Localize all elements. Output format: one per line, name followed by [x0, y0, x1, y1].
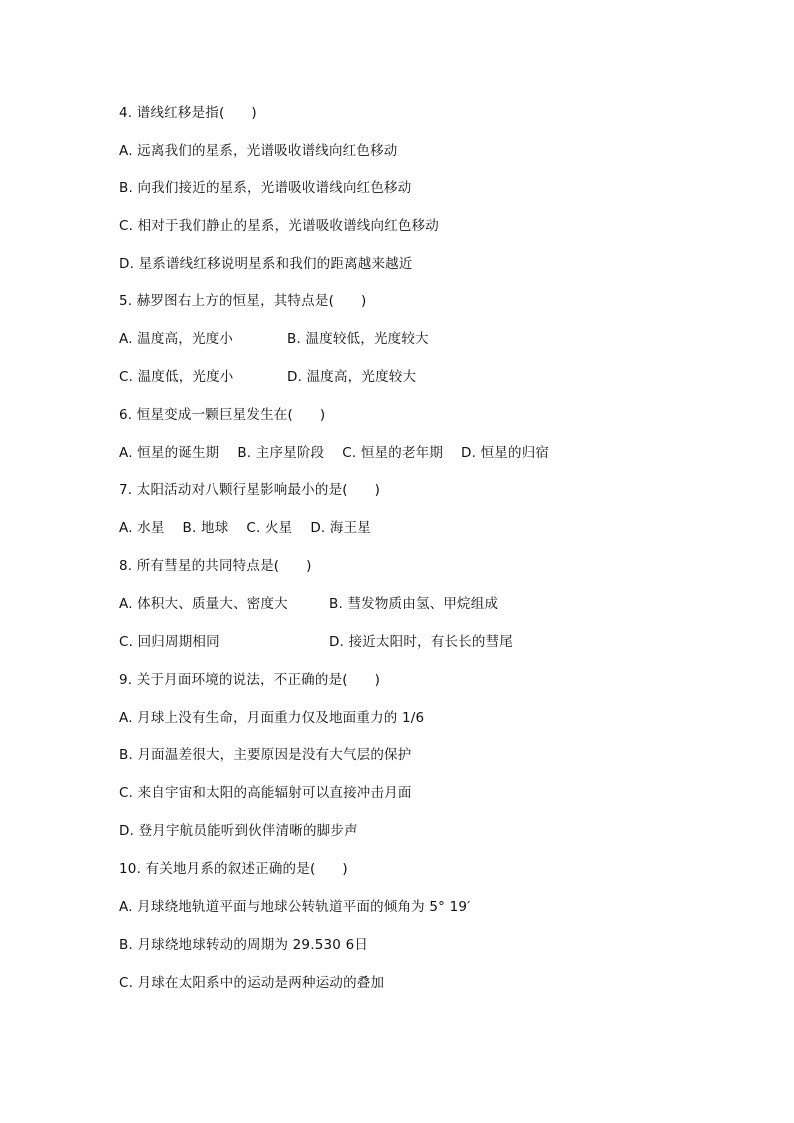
question-4-option-c: C. 相对于我们静止的星系，光谱吸收谱线向红色移动: [119, 218, 440, 234]
question-5-option-a: A. 温度高，光度小: [119, 331, 234, 347]
question-10-option-b: B. 月球绕地球转动的周期为 29.530 6日: [119, 937, 369, 953]
question-4-option-b: B. 向我们接近的星系，光谱吸收谱线向红色移动: [119, 180, 412, 196]
question-9-option-a: A. 月球上没有生命，月面重力仅及地面重力的 1/6: [119, 710, 425, 726]
question-7-stem: 7. 太阳活动对八颗行星影响最小的是( ): [119, 482, 381, 498]
question-8-option-d: D. 接近太阳时，有长长的彗尾: [329, 634, 513, 650]
question-8-stem: 8. 所有彗星的共同特点是( ): [119, 558, 312, 574]
question-4-option-a: A. 远离我们的星系，光谱吸收谱线向红色移动: [119, 143, 398, 159]
question-9-option-c: C. 来自宇宙和太阳的高能辐射可以直接冲击月面: [119, 785, 412, 801]
question-10-stem: 10. 有关地月系的叙述正确的是( ): [119, 861, 348, 877]
question-10-option-c: C. 月球在太阳系中的运动是两种运动的叠加: [119, 975, 385, 991]
question-5-option-b: B. 温度较低，光度较大: [287, 331, 429, 347]
question-4-stem: 4. 谱线红移是指( ): [119, 105, 257, 121]
question-5-option-c: C. 温度低，光度小: [119, 369, 234, 385]
question-6-stem: 6. 恒星变成一颗巨星发生在( ): [119, 407, 326, 423]
question-8-option-c: C. 回归周期相同: [119, 634, 220, 650]
question-6-options: A. 恒星的诞生期 B. 主序星阶段 C. 恒星的老年期 D. 恒星的归宿: [119, 445, 550, 461]
question-10-option-a: A. 月球绕地轨道平面与地球公转轨道平面的倾角为 5° 19′: [119, 899, 471, 915]
question-9-option-d: D. 登月宇航员能听到伙伴清晰的脚步声: [119, 823, 358, 839]
question-9-option-b: B. 月面温差很大，主要原因是没有大气层的保护: [119, 747, 412, 763]
question-4-option-d: D. 星系谱线红移说明星系和我们的距离越来越近: [119, 256, 413, 272]
question-8-option-a: A. 体积大、质量大、密度大: [119, 596, 288, 612]
question-5-option-d: D. 温度高，光度较大: [287, 369, 417, 385]
question-8-option-b: B. 彗发物质由氢、甲烷组成: [329, 596, 499, 612]
question-9-stem: 9. 关于月面环境的说法，不正确的是( ): [119, 672, 381, 688]
question-7-options: A. 水星 B. 地球 C. 火星 D. 海王星: [119, 520, 372, 536]
question-5-stem: 5. 赫罗图右上方的恒星，其特点是( ): [119, 293, 367, 309]
